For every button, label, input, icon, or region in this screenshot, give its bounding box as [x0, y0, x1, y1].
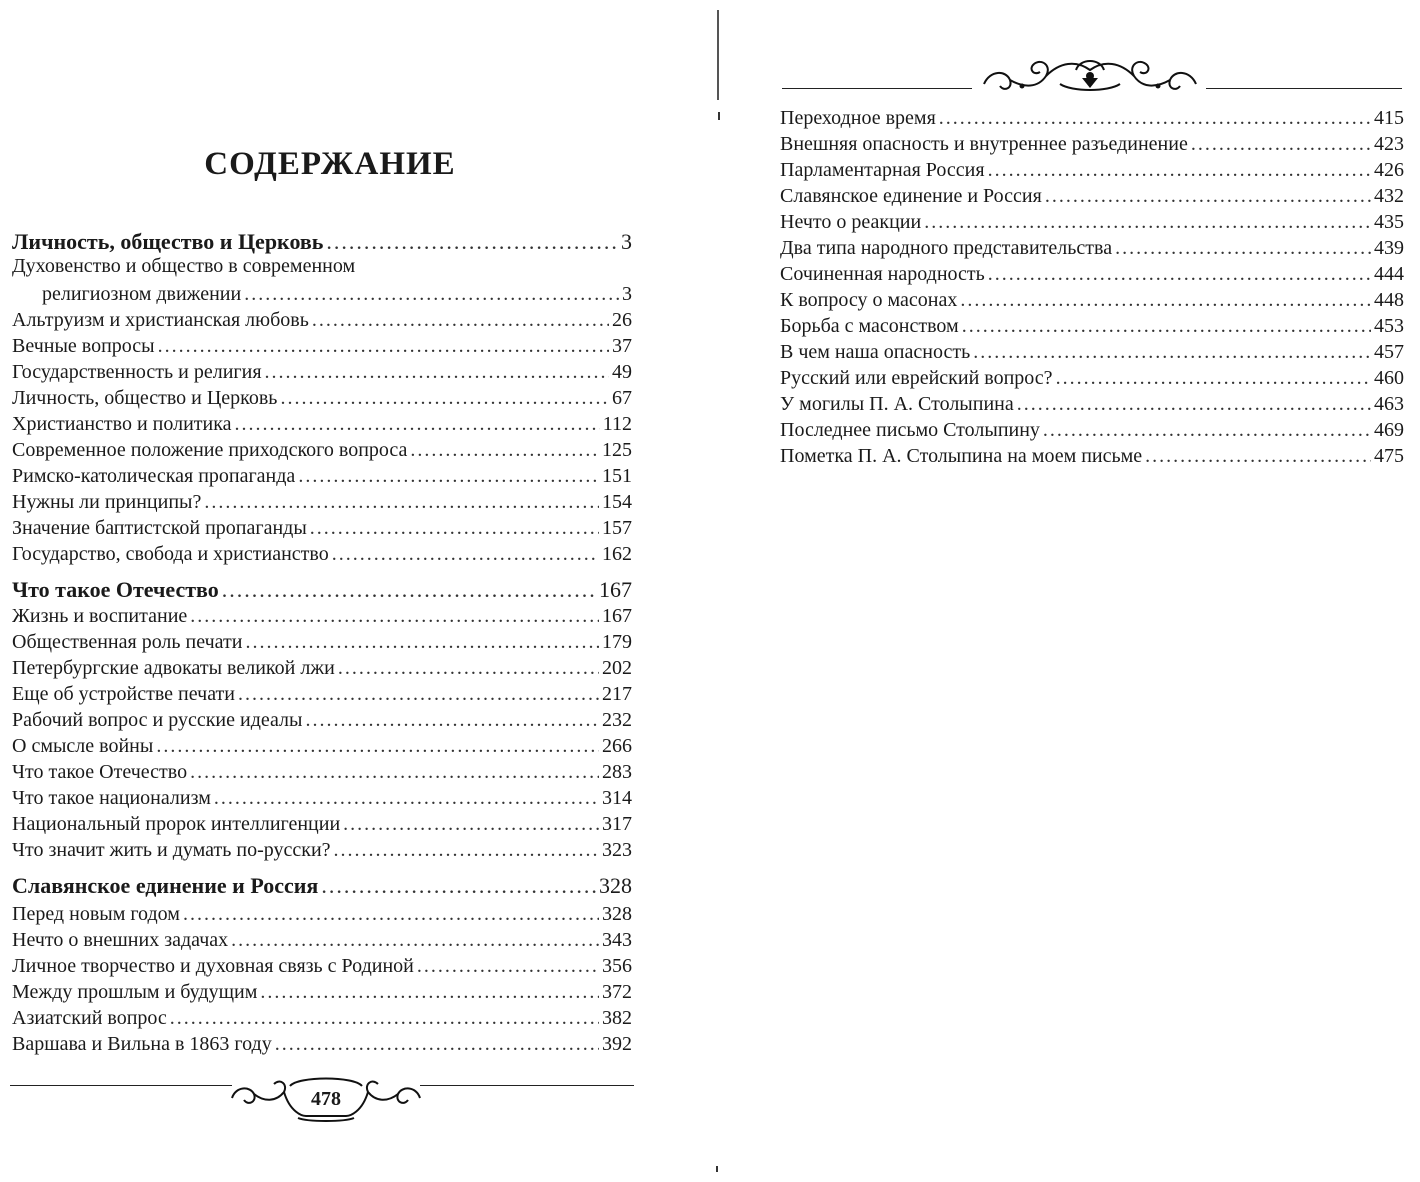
toc-entry-page: 469 [1374, 419, 1404, 441]
header-ornament-icon [980, 48, 1200, 100]
dot-leader [156, 734, 599, 758]
toc-entry-title: Личное творчество и духовная связь с Родиной [12, 955, 414, 977]
dot-leader [326, 230, 618, 254]
dot-leader [1191, 132, 1371, 156]
toc-entry-page: 317 [602, 813, 632, 835]
toc-entry-page: 3 [621, 229, 632, 254]
toc-entry-title: Нечто о внешних задачах [12, 929, 229, 951]
toc-entry-page: 323 [602, 839, 632, 861]
toc-entry-title: Парламентарная Россия [780, 159, 985, 181]
toc-entry-title: Варшава и Вильна в 1863 году [12, 1033, 272, 1055]
toc-entry-title: Что такое Отечество [12, 761, 188, 783]
toc-entry [780, 208, 1404, 234]
dot-leader [275, 1032, 599, 1056]
toc-entry-title: Между прошлым и будущим [12, 981, 258, 1003]
dot-leader [924, 210, 1371, 234]
toc-entry-title: Внешняя опасность и внутреннее разъединение [780, 133, 1188, 155]
toc-entry-title: Что такое национализм [12, 787, 211, 809]
toc-entry-page: 154 [602, 491, 632, 513]
footer-rule-left [10, 1085, 232, 1086]
toc-entry [780, 182, 1404, 208]
toc-entry [780, 156, 1404, 182]
toc-entry [780, 130, 1404, 156]
toc-entry-page: 217 [602, 683, 632, 705]
toc-entry [12, 680, 632, 706]
toc-entry-page: 475 [1374, 445, 1404, 467]
toc-entry-page: 463 [1374, 393, 1404, 415]
toc-entry-title: Что такое Отечество [12, 577, 219, 602]
toc-entry-title: В чем наша опасность [780, 341, 971, 363]
dot-leader [973, 340, 1371, 364]
toc-entry [12, 978, 632, 1004]
toc-entry [780, 312, 1404, 338]
toc-entry [780, 260, 1404, 286]
toc-entry [12, 358, 632, 384]
book-gutter-mark [718, 112, 720, 120]
toc-entry-title: Значение баптистской пропаганды [12, 517, 307, 539]
toc-entry-title: Общественная роль печати [12, 631, 243, 653]
toc-entry [12, 410, 632, 436]
toc-entry [780, 234, 1404, 260]
dot-leader [231, 928, 599, 952]
toc-entry-page: 167 [599, 577, 632, 602]
toc-entry-page: 435 [1374, 211, 1404, 233]
toc-entry [12, 306, 632, 332]
dot-leader [214, 786, 599, 810]
toc-entry [12, 836, 632, 862]
toc-entry [12, 602, 632, 628]
toc-entry-title: Альтруизм и христианская любовь [12, 309, 309, 331]
dot-leader [260, 980, 599, 1004]
toc-entry-page: 444 [1374, 263, 1404, 285]
toc-entry-page: 415 [1374, 107, 1404, 129]
toc-entry-page: 356 [602, 955, 632, 977]
toc-entry [12, 926, 632, 952]
toc-entry [780, 338, 1404, 364]
dot-leader [170, 1006, 599, 1030]
toc-entry [780, 442, 1404, 468]
toc-entry-title: Вечные вопросы [12, 335, 155, 357]
toc-entry [12, 1004, 632, 1030]
dot-leader [338, 656, 599, 680]
toc-entry-page: 162 [602, 543, 632, 565]
dot-leader [960, 288, 1371, 312]
toc-entry-page: 453 [1374, 315, 1404, 337]
toc-entry-title: Сочиненная народность [780, 263, 985, 285]
toc-entry [12, 514, 632, 540]
toc-entry-page: 26 [612, 309, 632, 331]
toc-entry-page: 382 [602, 1007, 632, 1029]
toc-entry-page: 448 [1374, 289, 1404, 311]
dot-leader [183, 902, 599, 926]
toc-entry-page: 343 [602, 929, 632, 951]
toc-entry [12, 540, 632, 566]
toc-entry-page: 372 [602, 981, 632, 1003]
toc-entry-title: Пометка П. А. Столыпина на моем письме [780, 445, 1143, 467]
toc-entry-page: 49 [612, 361, 632, 383]
toc-entry-title: Славянское единение и Россия [780, 185, 1042, 207]
toc-entry [780, 286, 1404, 312]
toc-entry [12, 810, 632, 836]
toc-entry [12, 952, 632, 978]
toc-entry-title: Личность, общество и Церковь [12, 229, 324, 254]
toc-entry-page: 3 [622, 283, 632, 305]
dot-leader [235, 412, 600, 436]
dot-leader [280, 386, 609, 410]
toc-entry-title: Еще об устройстве печати [12, 683, 235, 705]
toc-entry [780, 390, 1404, 416]
toc-section-heading [12, 872, 632, 898]
toc-entry-title: Национальный пророк интеллигенции [12, 813, 341, 835]
toc-entry-title: Нечто о реакции [780, 211, 922, 233]
dot-leader [343, 812, 599, 836]
toc-entry-title: Государство, свобода и христианство [12, 543, 329, 565]
toc-entry-page: 37 [612, 335, 632, 357]
dot-leader [298, 464, 599, 488]
book-gutter-mark [716, 1166, 718, 1172]
toc-entry [42, 280, 632, 306]
toc-entry [12, 706, 632, 732]
dot-leader [204, 490, 599, 514]
header-rule-left [782, 88, 972, 89]
toc-entry [12, 628, 632, 654]
toc-entry-page: 460 [1374, 367, 1404, 389]
dot-leader [1043, 418, 1371, 442]
dot-leader [332, 542, 599, 566]
toc-entry [12, 488, 632, 514]
dot-leader [238, 682, 599, 706]
toc-entry-title: Азиатский вопрос [12, 1007, 167, 1029]
toc-entry [12, 654, 632, 680]
dot-leader [265, 360, 609, 384]
dot-leader [310, 516, 599, 540]
toc-entry-page: 125 [602, 439, 632, 461]
toc-entry [12, 436, 632, 462]
toc-entry-title: У могилы П. А. Столыпина [780, 393, 1014, 415]
toc-entry-title: Римско-католическая пропаганда [12, 465, 296, 487]
toc-entry-title: Два типа народного представительства [780, 237, 1113, 259]
dot-leader [417, 954, 599, 978]
toc-entry-title: Переходное время [780, 107, 936, 129]
toc-entry-title: К вопросу о масонах [780, 289, 958, 311]
book-gutter [717, 10, 719, 100]
toc-entry-title: Последнее письмо Столыпину [780, 419, 1040, 441]
toc-entry-page: 266 [602, 735, 632, 757]
toc-entry-title: Перед новым годом [12, 903, 180, 925]
toc-entry-title: Славянское единение и Россия [12, 873, 319, 898]
toc-entry [12, 1030, 632, 1056]
dot-leader [158, 334, 609, 358]
toc-entry-page: 151 [602, 465, 632, 487]
toc-entry-page: 167 [602, 605, 632, 627]
toc-entry [12, 732, 632, 758]
dot-leader [1045, 184, 1371, 208]
toc-entry-page: 439 [1374, 237, 1404, 259]
toc-entry [12, 758, 632, 784]
dot-leader [245, 630, 599, 654]
toc-entry [12, 900, 632, 926]
toc-entry-title: Нужны ли принципы? [12, 491, 202, 513]
toc-entry-page: 283 [602, 761, 632, 783]
toc-entry-title: О смысле войны [12, 735, 154, 757]
toc-entry-page: 392 [602, 1033, 632, 1055]
toc-entry-title: Петербургские адвокаты великой лжи [12, 657, 335, 679]
dot-leader [305, 708, 599, 732]
toc-entry-page: 328 [599, 873, 632, 898]
toc-entry-page: 112 [602, 413, 632, 435]
dot-leader [190, 604, 599, 628]
dot-leader [312, 308, 609, 332]
toc-entry-page: 457 [1374, 341, 1404, 363]
dot-leader [1056, 366, 1371, 390]
toc-entry-title: Государственность и религия [12, 361, 262, 383]
dot-leader [988, 158, 1371, 182]
dot-leader [939, 106, 1371, 130]
footer-rule-right [420, 1085, 634, 1086]
dot-leader [190, 760, 599, 784]
dot-leader [1115, 236, 1371, 260]
header-rule-right [1206, 88, 1402, 89]
toc-entry-title: Борьба с масонством [780, 315, 959, 337]
toc-entry-page: 314 [602, 787, 632, 809]
toc-entry-title: Современное положение приходского вопроса [12, 439, 408, 461]
toc-entry [780, 364, 1404, 390]
toc-entry-page: 432 [1374, 185, 1404, 207]
dot-leader [321, 874, 596, 898]
toc-entry-title: Русский или еврейский вопрос? [780, 367, 1053, 389]
dot-leader [222, 578, 596, 602]
toc-entry-page: 157 [602, 517, 632, 539]
page-number: 478 [311, 1088, 341, 1110]
dot-leader [334, 838, 599, 862]
toc-entry-page: 67 [612, 387, 632, 409]
toc-entry-title: религиозном движении [42, 283, 242, 305]
toc-entry-title: Христианство и политика [12, 413, 232, 435]
dot-leader [962, 314, 1371, 338]
toc-entry [12, 332, 632, 358]
dot-leader [988, 262, 1371, 286]
toc-entry-title: Жизнь и воспитание [12, 605, 188, 627]
toc-entry-page: 202 [602, 657, 632, 679]
toc-entry [12, 384, 632, 410]
toc-entry-page: 179 [602, 631, 632, 653]
toc-entry [780, 104, 1404, 130]
toc-entry-page: 423 [1374, 133, 1404, 155]
toc-section-heading [12, 576, 632, 602]
toc-entry-title: Личность, общество и Церковь [12, 387, 278, 409]
toc-entry-line: Духовенство и общество в современном [12, 255, 356, 277]
toc-entry-page: 232 [602, 709, 632, 731]
toc-entry [12, 784, 632, 810]
dot-leader [410, 438, 599, 462]
toc-entry-page: 328 [602, 903, 632, 925]
toc-entry-title: Рабочий вопрос и русские идеалы [12, 709, 303, 731]
toc-entry-page: 426 [1374, 159, 1404, 181]
toc-entry-title: Что значит жить и думать по-русски? [12, 839, 331, 861]
toc-section-heading [12, 228, 632, 254]
dot-leader [1145, 444, 1371, 468]
page-title: СОДЕРЖАНИЕ [204, 146, 456, 182]
dot-leader [1017, 392, 1371, 416]
toc-entry [780, 416, 1404, 442]
toc-entry [12, 462, 632, 488]
dot-leader [244, 282, 619, 306]
